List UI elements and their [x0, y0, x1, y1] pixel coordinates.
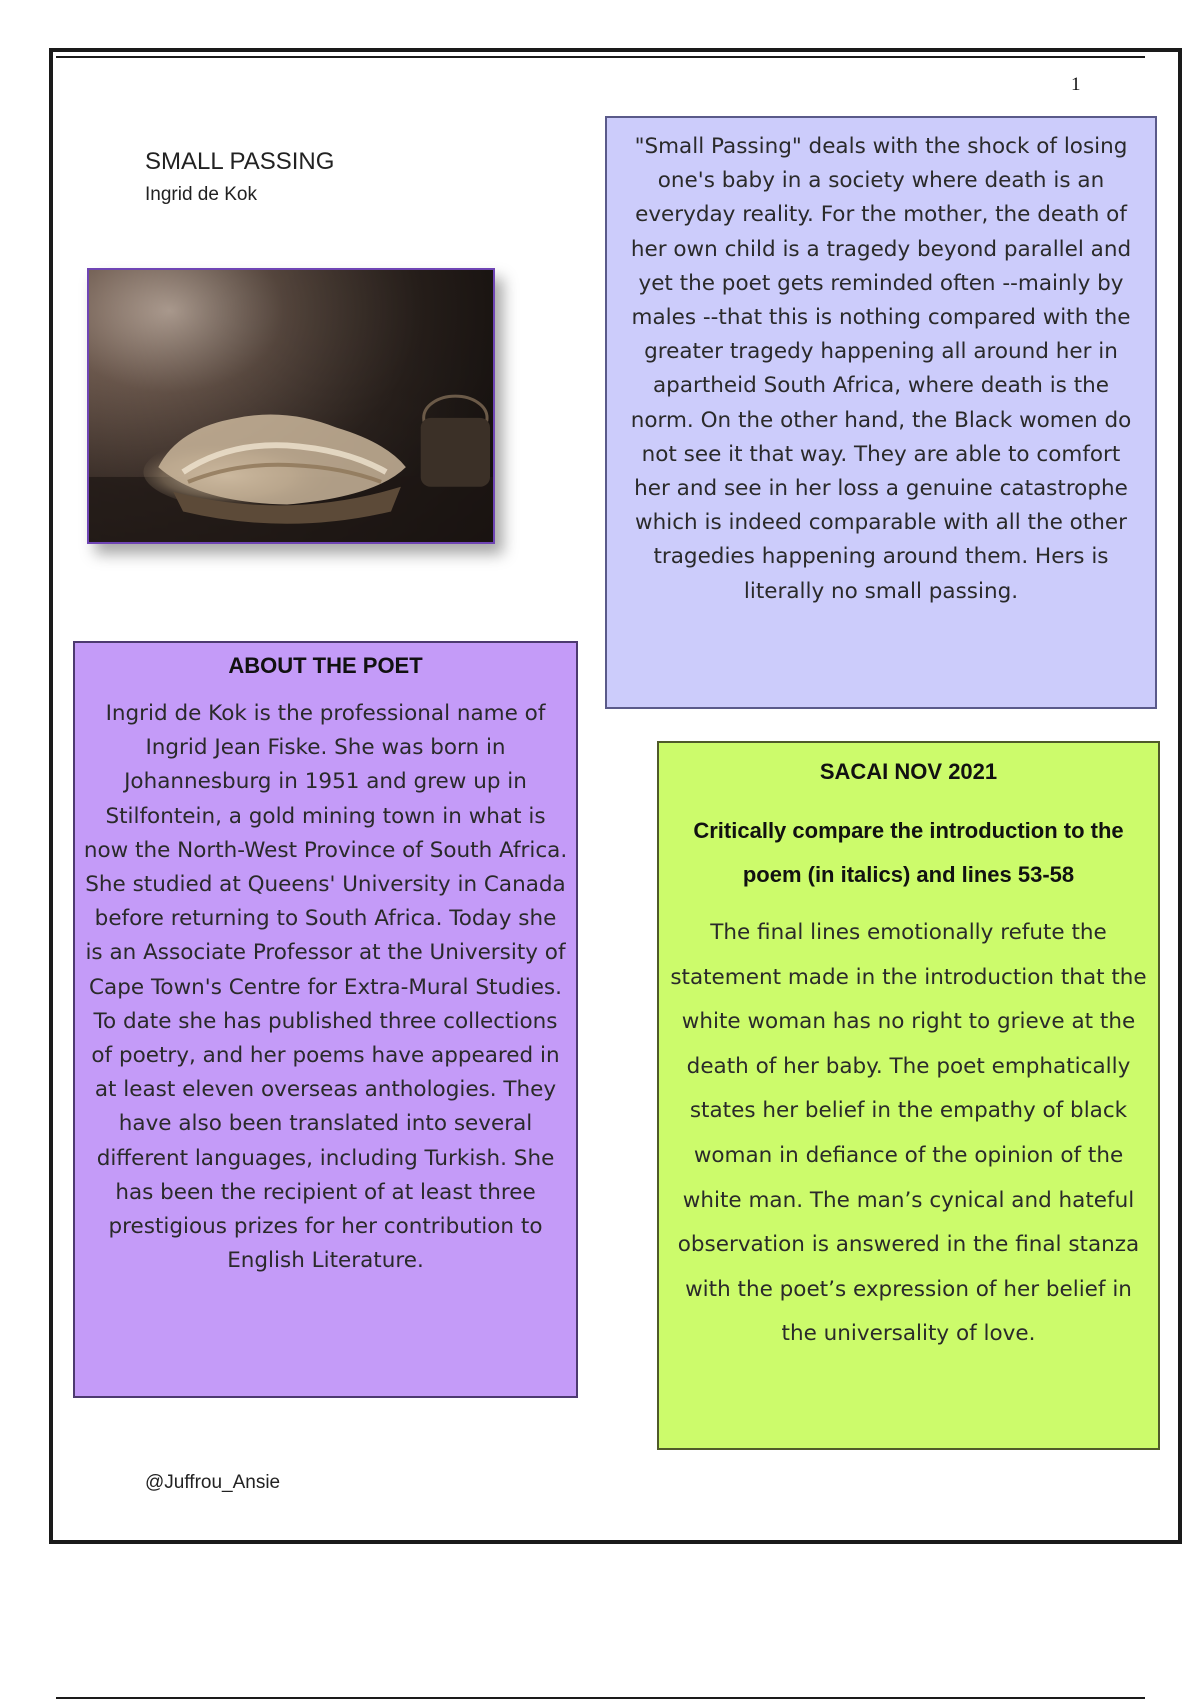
exam-question: Critically compare the introduction to the poem (in italics) and lines 53-58	[693, 818, 1124, 887]
poem-title: SMALL PASSING	[145, 148, 335, 175]
about-poet-box	[73, 641, 578, 1398]
exam-answer: The final lines emotionally refute the statement made in the introduction that the white woman has no right to grieve at the death of her baby. The poet emphatically states her belief in the empathy of black woman in defiance of the opinion of the white man. The man’s cynical and hateful observation is answered in the final stanza with the poet’s expression of her belief in the universality of love.	[670, 920, 1147, 1347]
poem-intro-box	[605, 116, 1157, 709]
top-rule	[56, 56, 1145, 58]
exam-question-box	[657, 741, 1160, 1450]
crib-illustration	[89, 270, 493, 542]
about-poet-heading: ABOUT THE POET	[228, 653, 423, 678]
about-poet-text: Ingrid de Kok is the professional name of Ingrid Jean Fiske. She was born in Johannesburg in 1951 and grew up in Stilfontein, a gold mining town in what is now the North-West Province of South Africa. She studied at Queens' University in Canada before returning to South Africa. Today she is an Associate Professor at the University of Cape Town's Centre for Extra-Mural Studies. To date she has published three collections of poetry, and her poems have appeared in at least eleven overseas anthologies. They have also been translated into several different languages, including Turkish. She has been the recipient of at least three prestigious prizes for her contribution to English Literature.	[83, 701, 568, 1274]
bottom-rule	[56, 1697, 1145, 1699]
poem-author: Ingrid de Kok	[145, 184, 257, 205]
author-handle: @Juffrou_Ansie	[145, 1472, 281, 1493]
poem-intro-text: "Small Passing" deals with the shock of losing one's baby in a society where death is an everyday reality. For the mother, the death of her own child is a tragedy beyond parallel and yet the poet gets reminded often --mainly by males --that this is nothing compared with the greater tragedy happening all around her in apartheid South Africa, where death is the norm. On the other hand, the Black women do not see it that way. They are able to comfort her and see in her loss a genuine catastrophe which is indeed comparable with all the other tragedies happening around them. Hers is literally no small passing.	[630, 134, 1132, 604]
page-number: 1	[1071, 74, 1081, 95]
crib-photo	[87, 268, 495, 544]
exam-heading: SACAI NOV 2021	[819, 759, 998, 784]
